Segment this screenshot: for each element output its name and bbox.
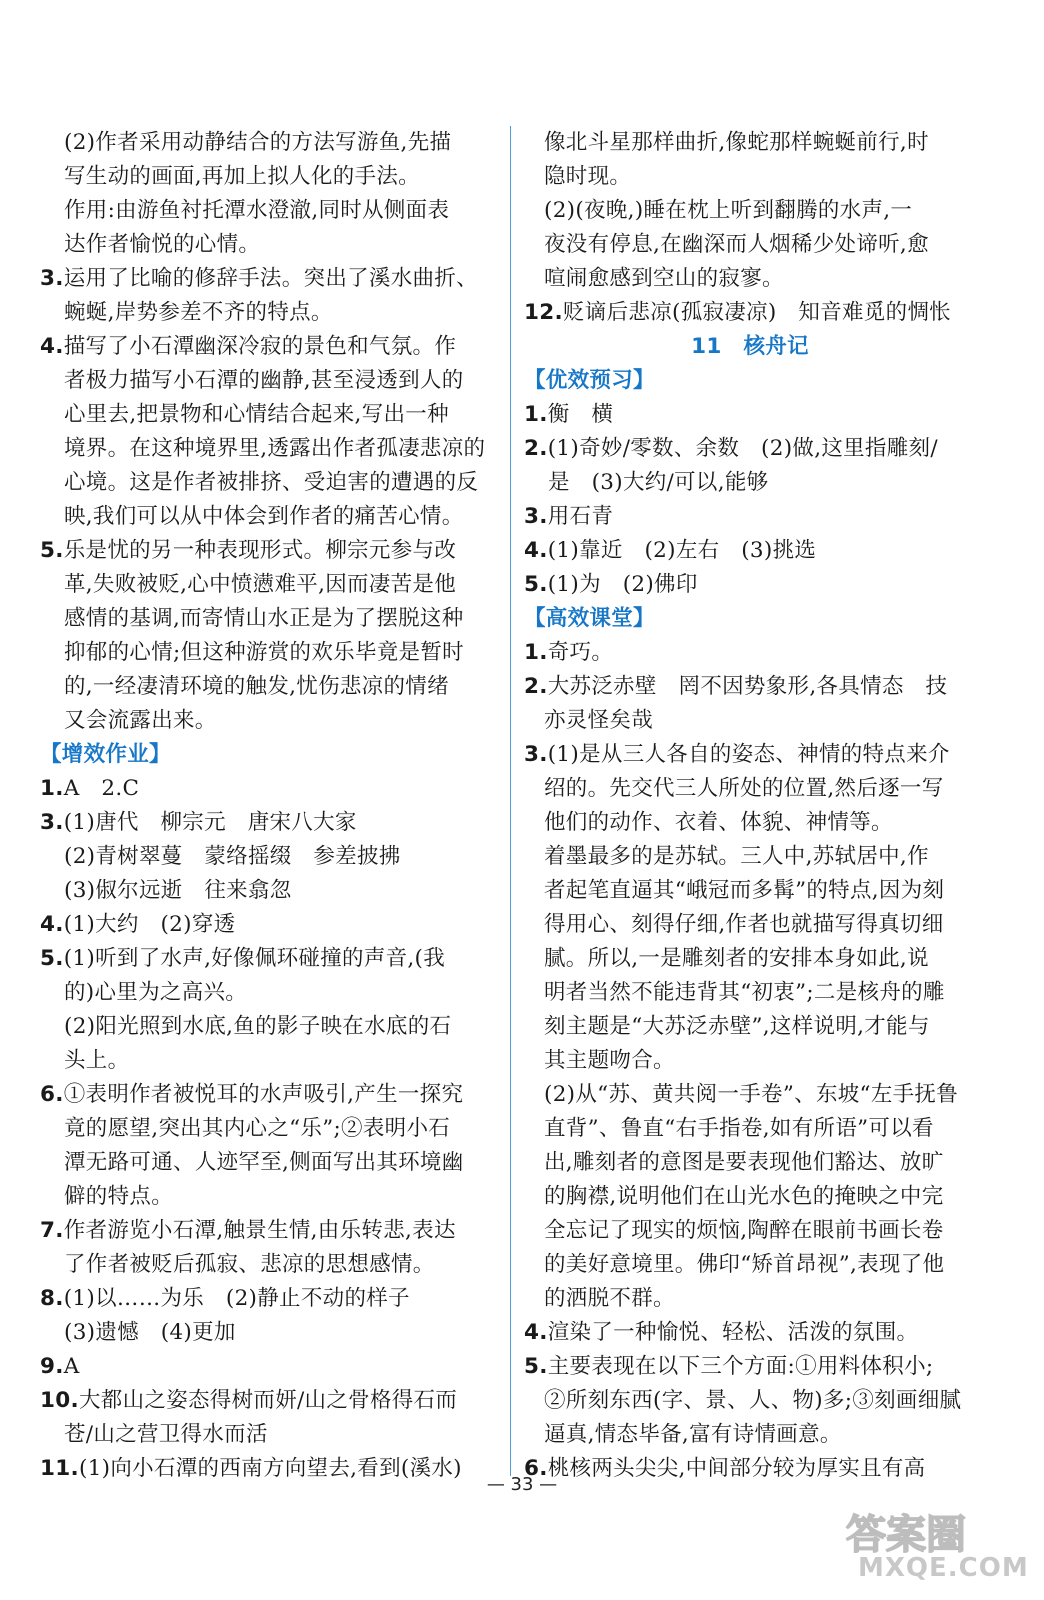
line-text: 奇巧。 xyxy=(547,640,614,665)
line-text: 抑郁的心情;但这种游赏的欢乐毕竟是暂时 xyxy=(64,640,464,665)
question-number: 9. xyxy=(40,1354,64,1379)
question-number: 3. xyxy=(524,742,548,767)
answer-line xyxy=(40,500,498,534)
answer-line xyxy=(524,1384,976,1418)
answer-line xyxy=(524,772,976,806)
line-text: 全忘记了现实的烦恼,陶醉在眼前书画长卷 xyxy=(544,1218,944,1243)
answer-line xyxy=(524,874,976,908)
answer-line xyxy=(40,1180,498,1214)
answer-line xyxy=(40,1350,498,1384)
answer-line xyxy=(524,1214,976,1248)
line-text: 【高效课堂】 xyxy=(524,606,655,631)
answer-line xyxy=(524,908,976,942)
line-text: 喧闹愈感到空山的寂寥。 xyxy=(544,266,784,291)
answer-line xyxy=(40,976,498,1010)
section-header xyxy=(40,738,498,772)
question-number: 3. xyxy=(40,266,64,291)
answer-line xyxy=(40,772,498,806)
answer-line xyxy=(40,568,498,602)
line-text: (1)听到了水声,好像佩环碰撞的声音,(我 xyxy=(63,946,446,971)
line-text: 头上。 xyxy=(64,1048,130,1073)
question-number: 6. xyxy=(524,1456,548,1481)
line-text: 夜没有停息,在幽深而人烟稀少处谛听,愈 xyxy=(544,232,929,257)
line-text: 渲染了一种愉悦、轻松、活泼的氛围。 xyxy=(547,1320,919,1345)
answer-line xyxy=(524,840,976,874)
line-text: 像北斗星那样曲折,像蛇那样蜿蜒前行,时 xyxy=(544,130,929,155)
line-text: 其主题吻合。 xyxy=(544,1048,675,1073)
line-text: A xyxy=(63,1354,80,1379)
question-number: 4. xyxy=(40,912,64,937)
question-number: 11. xyxy=(40,1456,79,1481)
question-number: 5. xyxy=(40,946,64,971)
answer-line xyxy=(524,704,976,738)
answer-line xyxy=(40,228,498,262)
answer-line xyxy=(524,636,976,670)
answer-line xyxy=(40,364,498,398)
line-text: 11 核舟记 xyxy=(691,334,809,359)
answer-line xyxy=(524,568,976,602)
question-number: 3. xyxy=(524,504,548,529)
question-number: 5. xyxy=(524,572,548,597)
line-text: 革,失败被贬,心中愤懑难平,因而凄苦是他 xyxy=(64,572,457,597)
watermark-site: MXQE.COM xyxy=(858,1553,1029,1583)
question-number: 7. xyxy=(40,1218,64,1243)
line-text: 的美好意境里。佛印“矫首昂视”,表现了他 xyxy=(544,1252,945,1277)
line-text: 贬谪后悲凉(孤寂凄凉) 知音难觅的惆怅 xyxy=(563,300,951,325)
line-text: (2)青树翠蔓 蒙络摇缀 参差披拂 xyxy=(64,844,401,869)
answer-line xyxy=(524,126,976,160)
watermark-logo: 答案圈 xyxy=(846,1512,966,1558)
line-text: (1)为 (2)佛印 xyxy=(547,572,698,597)
answer-line xyxy=(40,398,498,432)
line-text: 衡 横 xyxy=(547,402,614,427)
line-text: 得用心、刻得仔细,作者也就描写得真切细 xyxy=(544,912,944,937)
line-text: 潭无路可通、人迹罕至,侧面写出其环境幽 xyxy=(64,1150,464,1175)
line-text: 苍/山之营卫得水而活 xyxy=(64,1422,268,1447)
answer-line xyxy=(524,976,976,1010)
question-number: 1. xyxy=(40,776,64,801)
answer-line xyxy=(524,466,976,500)
answer-line xyxy=(40,1146,498,1180)
line-text: 乐是忧的另一种表现形式。柳宗元参与改 xyxy=(63,538,457,563)
question-number: 12. xyxy=(524,300,563,325)
column-divider xyxy=(510,126,511,1476)
answer-line xyxy=(524,262,976,296)
answer-line xyxy=(524,1248,976,1282)
line-text: 达作者愉悦的心情。 xyxy=(64,232,261,257)
line-text: (3)俶尔远逝 往来翕忽 xyxy=(64,878,292,903)
line-text: (1)向小石潭的西南方向望去,看到(溪水) xyxy=(79,1456,462,1481)
line-text: (1)奇妙/零数、余数 (2)做,这里指雕刻/ xyxy=(547,436,938,461)
line-text: (2)阳光照到水底,鱼的影子映在水底的石 xyxy=(64,1014,452,1039)
answer-line xyxy=(40,636,498,670)
answer-line xyxy=(40,1010,498,1044)
answer-line xyxy=(40,432,498,466)
answer-line xyxy=(40,1044,498,1078)
line-text: 明者当然不能违背其“初衷”;二是核舟的雕 xyxy=(544,980,945,1005)
line-text: 映,我们可以从中体会到作者的痛苦心情。 xyxy=(64,504,464,529)
line-text: 逼真,情态毕备,富有诗情画意。 xyxy=(544,1422,842,1447)
answer-line xyxy=(40,704,498,738)
right-column xyxy=(524,126,976,1486)
answer-line xyxy=(524,1146,976,1180)
answer-line xyxy=(40,534,498,568)
answer-line xyxy=(524,1282,976,1316)
line-text: 隐时现。 xyxy=(544,164,632,189)
line-text: 的)心里为之高兴。 xyxy=(64,980,248,1005)
lesson-title xyxy=(524,330,976,364)
answer-line xyxy=(524,194,976,228)
answer-line xyxy=(40,262,498,296)
answer-line xyxy=(524,228,976,262)
answer-line xyxy=(40,1282,498,1316)
answer-line xyxy=(40,1384,498,1418)
question-number: 6. xyxy=(40,1082,64,1107)
question-number: 1. xyxy=(524,640,548,665)
line-text: 亦灵怪矣哉 xyxy=(544,708,654,733)
question-number: 2. xyxy=(524,674,548,699)
line-text: 运用了比喻的修辞手法。突出了溪水曲折、 xyxy=(63,266,478,291)
answer-line xyxy=(524,534,976,568)
line-text: 用石青 xyxy=(547,504,614,529)
answer-line xyxy=(524,670,976,704)
line-text: (2)从“苏、黄共阅一手卷”、东坡“左手抚鲁 xyxy=(544,1082,959,1107)
line-text: 他们的动作、衣着、体貌、神情等。 xyxy=(544,810,893,835)
answer-line xyxy=(40,840,498,874)
line-text: 蜿蜒,岸势参差不齐的特点。 xyxy=(64,300,333,325)
answer-line xyxy=(40,160,498,194)
answer-line xyxy=(524,738,976,772)
line-text: 了作者被贬后孤寂、悲凉的思想感情。 xyxy=(64,1252,435,1277)
answer-line xyxy=(40,466,498,500)
answer-line xyxy=(40,670,498,704)
answer-line xyxy=(40,126,498,160)
left-column xyxy=(40,126,498,1486)
answer-line xyxy=(524,1316,976,1350)
answer-line xyxy=(40,602,498,636)
line-text: ②所刻东西(字、景、人、物)多;③刻画细腻 xyxy=(544,1388,962,1413)
line-text: 心境。这是作者被排挤、受迫害的遭遇的反 xyxy=(64,470,479,495)
answer-line xyxy=(40,330,498,364)
answer-line xyxy=(524,1180,976,1214)
question-number: 4. xyxy=(40,334,64,359)
line-text: 作者游览小石潭,触景生情,由乐转悲,表达 xyxy=(63,1218,456,1243)
section-header xyxy=(524,364,976,398)
line-text: 者起笔直逼其“峨冠而多髯”的特点,因为刻 xyxy=(544,878,945,903)
section-header xyxy=(524,602,976,636)
line-text: 桃核两头尖尖,中间部分较为厚实且有高 xyxy=(547,1456,926,1481)
question-number: 4. xyxy=(524,1320,548,1345)
line-text: (2)作者采用动静结合的方法写游鱼,先描 xyxy=(64,130,452,155)
question-number: 3. xyxy=(40,810,64,835)
answer-line xyxy=(524,500,976,534)
question-number: 10. xyxy=(40,1388,79,1413)
line-text: 出,雕刻者的意图是要表现他们豁达、放旷 xyxy=(544,1150,944,1175)
line-text: 描写了小石潭幽深冷寂的景色和气氛。作 xyxy=(63,334,457,359)
line-text: A 2.C xyxy=(63,776,140,801)
answer-line xyxy=(40,296,498,330)
line-text: 心里去,把景物和心情结合起来,写出一种 xyxy=(64,402,449,427)
line-text: 主要表现在以下三个方面:①用料体积小; xyxy=(547,1354,934,1379)
question-number: 2. xyxy=(524,436,548,461)
line-text: 腻。所以,一是雕刻者的安排本身如此,说 xyxy=(544,946,929,971)
line-text: 刻主题是“大苏泛赤壁”,这样说明,才能与 xyxy=(544,1014,930,1039)
answer-line xyxy=(524,1350,976,1384)
answer-line xyxy=(40,1316,498,1350)
line-text: 大都山之姿态得树而妍/山之骨格得石而 xyxy=(79,1388,458,1413)
answer-line xyxy=(524,942,976,976)
answer-line xyxy=(40,942,498,976)
answer-line xyxy=(40,874,498,908)
line-text: 僻的特点。 xyxy=(64,1184,174,1209)
answer-line xyxy=(524,1418,976,1452)
line-text: (3)遗憾 (4)更加 xyxy=(64,1320,236,1345)
answer-line xyxy=(40,194,498,228)
answer-line xyxy=(524,398,976,432)
answer-line xyxy=(524,296,976,330)
question-number: 8. xyxy=(40,1286,64,1311)
answer-line xyxy=(40,806,498,840)
line-text: 写生动的画面,再加上拟人化的手法。 xyxy=(64,164,420,189)
question-number: 4. xyxy=(524,538,548,563)
line-text: 大苏泛赤壁 罔不因势象形,各具情态 技 xyxy=(547,674,948,699)
question-number: 1. xyxy=(524,402,548,427)
answer-line xyxy=(40,908,498,942)
line-text: 是 (3)大约/可以,能够 xyxy=(548,470,769,495)
line-text: (1)以……为乐 (2)静止不动的样子 xyxy=(63,1286,410,1311)
answer-line xyxy=(40,1418,498,1452)
line-text: 【优效预习】 xyxy=(524,368,655,393)
answer-line xyxy=(524,160,976,194)
answer-line xyxy=(40,1214,498,1248)
line-text: 绍的。先交代三人所处的位置,然后逐一写 xyxy=(544,776,944,801)
line-text: (1)是从三人各自的姿态、神情的特点来介 xyxy=(547,742,950,767)
question-number: 5. xyxy=(524,1354,548,1379)
line-text: 者极力描写小石潭的幽静,甚至浸透到人的 xyxy=(64,368,464,393)
line-text: (2)(夜晚,)睡在枕上听到翻腾的水声,一 xyxy=(544,198,913,223)
line-text: ①表明作者被悦耳的水声吸引,产生一探究 xyxy=(63,1082,464,1107)
page-number: — 33 — xyxy=(486,1474,558,1495)
line-text: 作用:由游鱼衬托潭水澄澈,同时从侧面表 xyxy=(64,198,450,223)
line-text: 【增效作业】 xyxy=(40,742,171,767)
answer-line xyxy=(40,1078,498,1112)
answer-line xyxy=(40,1112,498,1146)
line-text: 又会流露出来。 xyxy=(64,708,217,733)
line-text: 境界。在这种境界里,透露出作者孤凄悲凉的 xyxy=(64,436,486,461)
line-text: 的胸襟,说明他们在山光水色的掩映之中完 xyxy=(544,1184,944,1209)
answer-line xyxy=(524,1078,976,1112)
line-text: 竟的愿望,突出其内心之“乐”;②表明小石 xyxy=(64,1116,451,1141)
line-text: 的洒脱不群。 xyxy=(544,1286,675,1311)
answer-line xyxy=(524,806,976,840)
line-text: 直背”、鲁直“右手指卷,如有所语”可以看 xyxy=(544,1116,934,1141)
answer-line xyxy=(524,1044,976,1078)
answer-line xyxy=(524,432,976,466)
line-text: 感情的基调,而寄情山水正是为了摆脱这种 xyxy=(64,606,464,631)
question-number: 5. xyxy=(40,538,64,563)
answer-line xyxy=(40,1248,498,1282)
line-text: (1)靠近 (2)左右 (3)挑选 xyxy=(547,538,817,563)
line-text: 着墨最多的是苏轼。三人中,苏轼居中,作 xyxy=(544,844,929,869)
line-text: (1)唐代 柳宗元 唐宋八大家 xyxy=(63,810,357,835)
answer-line xyxy=(524,1112,976,1146)
line-text: 的,一经凄清环境的触发,忧伤悲凉的情绪 xyxy=(64,674,449,699)
answer-line xyxy=(524,1010,976,1044)
line-text: (1)大约 (2)穿透 xyxy=(63,912,236,937)
